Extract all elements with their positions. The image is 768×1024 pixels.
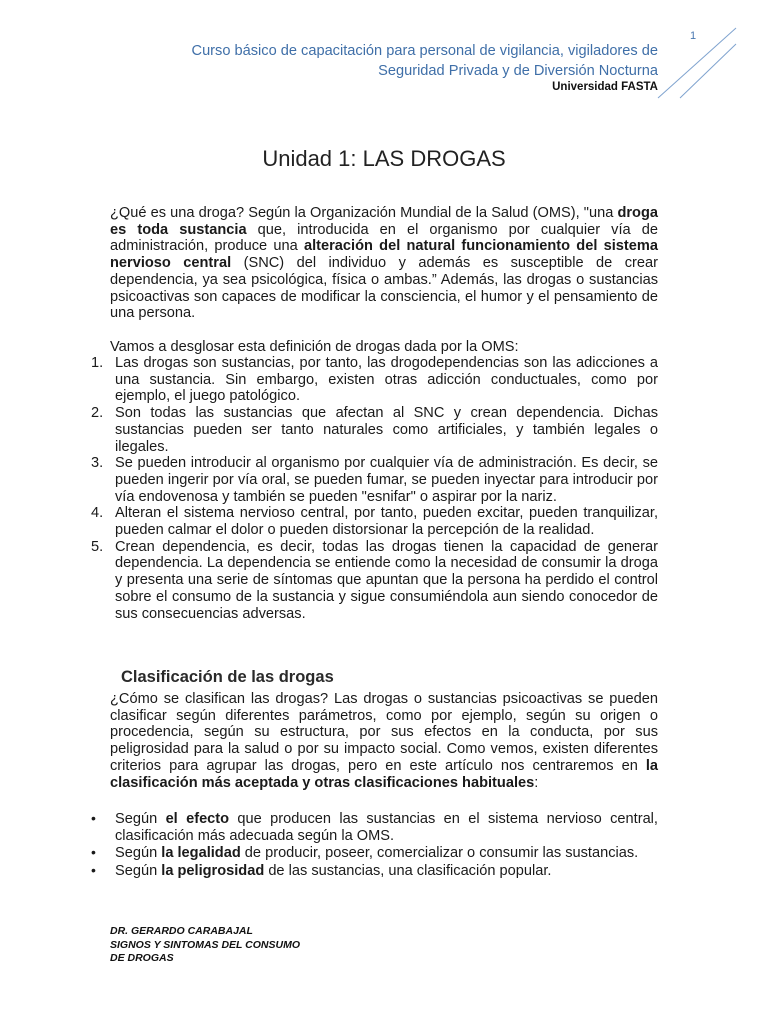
bullet-text-bold: la peligrosidad <box>161 863 265 880</box>
list-item-text-end: . <box>295 388 300 405</box>
bullet-dot-icon: • <box>91 862 96 879</box>
header-course-line-1: Curso básico de capacitación para personal de vigilancia, vigiladores de <box>191 43 658 59</box>
classification-paragraph <box>110 691 658 791</box>
intro-text-2: que, introducida en el organismo por cualquier vía de administración, produce una <box>110 221 658 255</box>
list-item-text: Se pueden introducir al organismo por cualquier vía de administración. Es decir, se pueden ingerir por vía oral, se pueden fumar, se pueden inyectar para introducir por vía endovenosa y también se pueden "esnifar" o aspirar por la nariz. <box>115 455 658 505</box>
bullet-item <box>88 811 658 844</box>
classification-bold: la clasificación más aceptada y otras clasificaciones habituales <box>110 757 658 791</box>
list-item <box>88 455 658 505</box>
list-item <box>88 505 658 538</box>
bullet-text-post: que producen las sustancias en el sistema nervioso central, clasificación más adecuada según la OMS. <box>115 811 658 844</box>
section-heading-classification: Clasificación de las drogas <box>121 668 334 686</box>
juego-patologico-link[interactable]: juego patológico <box>189 388 296 405</box>
list-item-number: 2. <box>91 405 104 422</box>
intro-paragraph <box>110 205 658 322</box>
footer-subject-line-2: DE DROGAS <box>110 952 174 964</box>
document-footer <box>110 925 430 966</box>
list-item <box>88 355 658 405</box>
page-title: Unidad 1: LAS DROGAS <box>262 146 506 171</box>
intro-text-1: ¿Qué es una droga? Según la Organización Mundial de la Salud (OMS), "una <box>110 205 618 221</box>
bullet-dot-icon: • <box>91 844 96 861</box>
list-item-number: 1. <box>91 355 104 371</box>
oms-definition-list <box>88 355 658 622</box>
bullet-text-pre: Según <box>115 811 166 827</box>
footer-subject-line-1: SIGNOS Y SINTOMAS DEL CONSUMO <box>110 938 301 951</box>
list-item <box>88 539 658 623</box>
bullet-item <box>88 845 658 862</box>
list-item-text: Son todas las sustancias que afectan al SNC y crean dependencia. Dichas sustancias pueden ser tanto naturales como artificiales, y también legales o ilegales. <box>115 405 658 455</box>
header-institution: Universidad FASTA <box>552 81 658 93</box>
bullet-item <box>88 863 658 880</box>
list-item-number: 3. <box>91 455 104 472</box>
list-item-number: 5. <box>91 538 104 555</box>
list-item <box>88 405 658 455</box>
document-header <box>110 41 658 81</box>
bullet-text-post: de las sustancias, una clasificación popular. <box>264 863 552 880</box>
classification-text-1: ¿Cómo se clasifican las drogas? Las drogas o sustancias psicoactivas se pueden clasificar según diferentes parámetros, como por ejemplo, según su origen o procedencia, según su estructura, por sus efectos en la conducta, por sus peligrosidad para la salud o por su impacto social. Como vemos, existen diferentes criterios para agrupar las drogas, pero en este artículo nos centraremos en <box>110 691 658 774</box>
header-course-line-2: Seguridad Privada y de Diversión Nocturna <box>378 63 658 79</box>
bullet-dot-icon: • <box>91 810 96 826</box>
list-intro: Vamos a desglosar esta definición de drogas dada por la OMS: <box>110 339 519 355</box>
bullet-text-bold: el efecto <box>165 811 230 827</box>
bullet-text-pre: Según <box>115 863 162 880</box>
page-number: 1 <box>690 30 697 42</box>
classification-bullet-list <box>88 811 658 881</box>
list-item-text: Alteran el sistema nervioso central, por tanto, pueden excitar, pueden tranquilizar, pueden calmar el dolor o pueden distorsionar la percepción de la realidad. <box>115 505 658 539</box>
bullet-text-pre: Según <box>115 845 162 862</box>
intro-bold-2: alteración del natural funcionamiento del sistema nervioso central <box>110 238 658 272</box>
intro-bold-1: droga es toda sustancia <box>110 205 658 238</box>
list-item-text: Crean dependencia, es decir, todas las drogas tienen la capacidad de generar dependencia. La dependencia se entiende como la necesidad de consumir la droga y presenta una serie de síntomas que apuntan que la persona ha perdido el control sobre el consumo de la sustancia y sigue consumiéndola aun siendo conocedor de sus consecuencias adversas. <box>115 538 658 622</box>
classification-text-2: : <box>534 774 539 791</box>
intro-text-3: (SNC) del individuo y además es susceptible de crear dependencia, ya sea psicológica, física o ambas.” Además, las drogas o sustancias psicoactivas son capaces de modificar la consciencia, el humor y el pensamiento de una persona. <box>110 255 658 322</box>
list-item-number: 4. <box>91 505 104 522</box>
footer-author: DR. GERARDO CARABAJAL <box>110 925 253 937</box>
bullet-text-bold: la legalidad <box>161 845 241 862</box>
bullet-text-post: de producir, poseer, comercializar o consumir las sustancias. <box>240 845 639 862</box>
list-item-text: Las drogas son sustancias, por tanto, las drogodependencias son las adicciones a una sustancia. Sin embargo, existen otras adicción conductuales, como por ejemplo, el <box>115 355 658 405</box>
